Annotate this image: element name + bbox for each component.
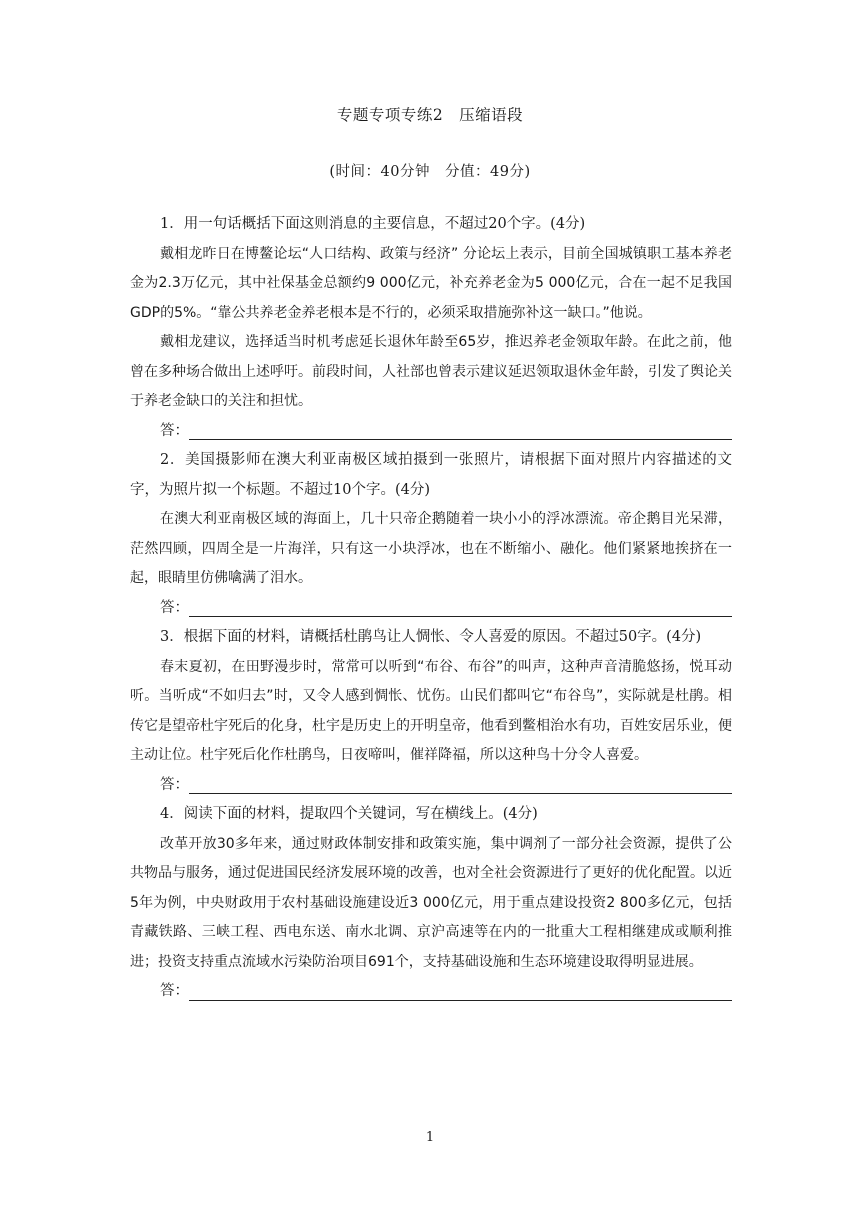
answer-line[interactable]: [130, 977, 732, 1007]
question-paragraph: 戴相龙昨日在博鳌论坛“人口结构、政策与经济” 分论坛上表示，目前全国城镇职工基本养老金为2.3万亿元，其中社保基金总额约9 000亿元，补充养老金为5 000亿元，合在一起不足我国GDP的5%。“靠公共养老金养老根本是不行的，必须采取措施弥补这一缺口。”他说。: [130, 245, 732, 321]
answer-blank[interactable]: [189, 779, 732, 794]
question-1: [130, 210, 732, 446]
answer-label: 答：: [160, 422, 189, 439]
answer-blank[interactable]: [189, 425, 732, 440]
question-2: [130, 446, 732, 623]
answer-label: 答：: [160, 983, 189, 999]
question-3: [130, 623, 732, 800]
question-4: [130, 800, 732, 1007]
question-prompt: 3．根据下面的材料，请概括杜鹃鸟让人惆怅、令人喜爱的原因。不超过50字。(4分): [160, 629, 702, 645]
answer-label: 答：: [160, 776, 189, 793]
page-subtitle: (时间：40分钟 分值：49分): [329, 164, 531, 180]
question-paragraph: 改革开放30多年来，通过财政体制安排和政策实施，集中调剂了一部分社会资源，提供了公共物品与服务，通过促进国民经济发展环境的改善，也对全社会资源进行了更好的优化配置。以近5年为例，中央财政用于农村基础设施建设近3 000亿元，用于重点建设投资2 800多亿元，包括青藏铁路、三峡工程、西电东送、南水北调、京沪高速等在内的一批重大工程相继建成或顺利推进；投资支持重点流域水污染防治项目691个，支持基础设施和生态环境建设取得明显进展。: [130, 835, 732, 970]
answer-blank[interactable]: [189, 602, 732, 617]
answer-line[interactable]: [130, 417, 732, 447]
question-paragraph: 戴相龙建议，选择适当时机考虑延长退休年龄至65岁，推迟养老金领取年龄。在此之前，他曾在多种场合做出上述呼吁。前段时间，人社部也曾表示建议延迟领取退休金年龄，引发了舆论关于养老金缺口的关注和担忧。: [130, 334, 732, 409]
question-paragraph: 春末夏初，在田野漫步时，常常可以听到“布谷、布谷”的叫声，这种声音清脆悠扬，悦耳动听。当听成“不如归去”时，又令人感到惆怅、忧伤。山民们都叫它“布谷鸟”，实际就是杜鹃。相传它是望帝杜宇死后的化身，杜宇是历史上的开明皇帝，他看到鳖相治水有功，百姓安居乐业，便主动让位。杜宇死后化作杜鹃鸟，日夜啼叫，催祥降福，所以这种鸟十分令人喜爱。: [130, 658, 732, 763]
question-prompt: 1．用一句话概括下面这则消息的主要信息，不超过20个字。(4分): [160, 216, 586, 232]
answer-line[interactable]: [130, 594, 732, 624]
answer-blank[interactable]: [189, 986, 732, 1001]
question-paragraph: 在澳大利亚南极区域的海面上，几十只帝企鹅随着一块小小的浮冰漂流。帝企鹅目光呆滞，茫然四顾，四周全是一片海洋，只有这一小块浮冰，也在不断缩小、融化。他们紧紧地挨挤在一起，眼睛里仿佛噙满了泪水。: [130, 511, 732, 586]
question-prompt: 4．阅读下面的材料，提取四个关键词，写在横线上。(4分): [160, 806, 538, 822]
page-number: 1: [425, 1130, 435, 1145]
answer-line[interactable]: [130, 771, 732, 801]
question-prompt: 2．美国摄影师在澳大利亚南极区域拍摄到一张照片，请根据下面对照片内容描述的文字，为照片拟一个标题。不超过10个字。(4分): [130, 452, 732, 498]
question-list: [130, 210, 732, 1007]
page-title: 专题专项专练2 压缩语段: [336, 106, 524, 124]
answer-label: 答：: [160, 599, 189, 616]
